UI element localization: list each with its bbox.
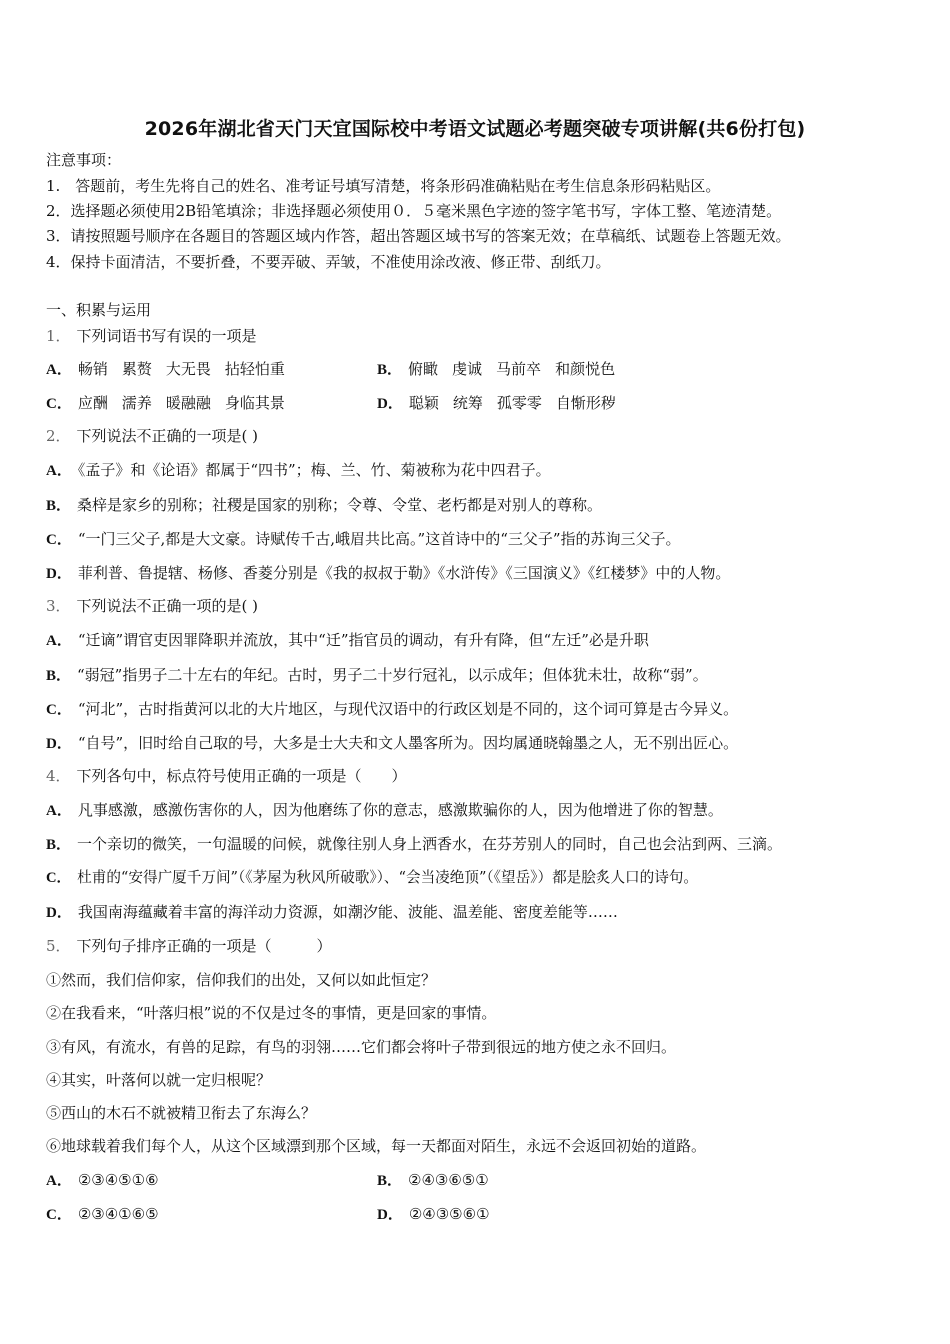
option-d [46, 563, 730, 584]
question-1-stem [46, 326, 257, 346]
stem-text: 下列各句中，标点符号使用正确的一项是（ ） [76, 767, 407, 785]
word: 和颜悦色 [555, 360, 616, 378]
option-label: A． [46, 1173, 72, 1189]
notice-item: 1. 答题前，考生先将自己的姓名、准考证号填写清楚，将条形码准确粘贴在考生信息条形码粘贴区。 [46, 177, 721, 195]
word: 应酬 [77, 394, 108, 412]
option-label: A． [46, 463, 72, 479]
option-label: B． [46, 668, 72, 684]
sentence: ③有风，有流水，有兽的足踪，有鸟的羽翎……它们都会将叶子带到很远的地方使之永不回归。 [46, 1038, 677, 1056]
sentence: ①然而，我们信仰家，信仰我们的出处，又何以如此恒定？ [46, 971, 437, 989]
word: 身临其景 [224, 394, 285, 412]
option-text: ②③④①⑥⑤ [77, 1205, 159, 1223]
option-b [377, 359, 629, 380]
word: 马前卒 [496, 360, 542, 378]
option-c [46, 393, 299, 414]
stem-text: 下列说法不正确的一项是( ) [76, 427, 259, 445]
option-text: ②③④⑤①⑥ [77, 1171, 159, 1189]
question-number: 4． [46, 767, 71, 785]
option-d [46, 733, 738, 754]
option-b [46, 665, 708, 686]
option-text: 一个亲切的微笑，一句温暖的问候，就像往别人身上洒香水，在芬芳别人的同时，自己也会沾到两、三滴。 [77, 835, 783, 853]
option-label: D． [377, 1207, 403, 1223]
word: 畅销 [77, 360, 108, 378]
option-label: B． [377, 362, 403, 378]
sentence: ⑤西山的木石不就被精卫衔去了东海么？ [46, 1104, 317, 1122]
option-text: “弱冠”指男子二十左右的年纪。古时，男子二十岁行冠礼，以示成年；但体犹未壮，故称“弱”。 [77, 666, 708, 684]
section-heading: 一、积累与运用 [46, 301, 152, 319]
option-d [377, 1204, 490, 1225]
option-text: ②④③⑥⑤① [408, 1171, 489, 1189]
option-a [46, 800, 723, 821]
question-5-stem [46, 936, 332, 956]
document-title: 2026年湖北省天门天宜国际校中考语文试题必考题突破专项讲解(共6份打包) [144, 118, 806, 140]
word: 大无畏 [165, 360, 211, 378]
word: 俯瞰 [408, 360, 439, 378]
option-a [46, 630, 649, 651]
option-text: 我国南海蕴藏着丰富的海洋动力资源，如潮汐能、波能、温差能、密度差能等…… [77, 903, 618, 921]
option-text: 桑梓是家乡的别称；社稷是国家的别称；令尊、令堂、老朽都是对别人的尊称。 [77, 496, 603, 514]
option-label: D． [46, 736, 72, 752]
option-label: C． [46, 702, 72, 718]
stem-text: 下列说法不正确一项的是( ) [76, 597, 259, 615]
option-label: D． [46, 566, 72, 582]
option-text: 菲利普、鲁提辖、杨修、香菱分别是《我的叔叔于勒》《水浒传》《三国演义》《红楼梦》中的人物。 [77, 564, 731, 582]
question-number: 3． [46, 597, 71, 615]
stem-text: 下列句子排序正确的一项是（ ） [76, 937, 332, 955]
question-3-stem [46, 596, 258, 616]
notice-item: 3．请按照题号顺序在各题目的答题区域内作答，超出答题区域书写的答案无效；在草稿纸、试题卷上答题无效。 [46, 227, 791, 245]
option-text: ②④③⑤⑥① [408, 1205, 490, 1223]
option-c [46, 529, 681, 550]
option-b [46, 834, 782, 855]
option-label: B． [46, 837, 72, 853]
option-label: A． [46, 633, 72, 649]
notice-item: 4．保持卡面清洁，不要折叠，不要弄破、弄皱，不准使用涂改液、修正带、刮纸刀。 [46, 253, 611, 271]
word: 暖融融 [165, 394, 211, 412]
option-text: “河北”，古时指黄河以北的大片地区，与现代汉语中的行政区划是不同的，这个词可算是古今异义。 [77, 700, 739, 718]
stem-text: 下列词语书写有误的一项是 [76, 327, 257, 345]
question-4-stem [46, 766, 407, 786]
option-c [46, 868, 698, 888]
option-b [377, 1170, 489, 1191]
option-a [46, 1170, 159, 1191]
option-label: A． [46, 803, 72, 819]
option-label: A． [46, 362, 72, 378]
option-label: C． [46, 532, 72, 548]
option-label: C． [46, 870, 72, 886]
sentence: ②在我看来，“叶落归根”说的不仅是过冬的事情，更是回家的事情。 [46, 1004, 497, 1022]
option-c [46, 699, 738, 720]
option-label: C． [46, 1207, 72, 1223]
option-label: C． [46, 396, 72, 412]
option-text: “自号”，旧时给自己取的号，大多是士大夫和文人墨客所为。因均属通晓翰墨之人，无不别出匠心。 [77, 734, 739, 752]
sentence: ⑥地球载着我们每个人，从这个区域漂到那个区域，每一天都面对陌生，永远不会返回初始的道路。 [46, 1137, 707, 1155]
option-text: “迁谪”谓官吏因罪降职并流放，其中“迁”指官员的调动，有升有降，但“左迁”必是升职 [77, 631, 649, 649]
option-b [46, 495, 602, 516]
question-number: 1． [46, 327, 71, 345]
option-text: “一门三父子,都是大文豪。诗赋传千古,峨眉共比高。”这首诗中的“三父子”指的苏询三父子。 [77, 530, 681, 548]
option-d [46, 902, 618, 923]
question-number: 2． [46, 427, 71, 445]
word: 拈轻怕重 [224, 360, 285, 378]
option-label: D． [46, 905, 72, 921]
word: 自惭形秽 [555, 394, 616, 412]
word: 统筹 [452, 394, 483, 412]
question-2-stem [46, 426, 258, 446]
notice-heading: 注意事项： [46, 151, 122, 169]
question-number: 5． [46, 937, 71, 955]
option-label: D． [377, 396, 403, 412]
option-a [46, 359, 299, 380]
sentence: ④其实，叶落何以就一定归根呢？ [46, 1071, 272, 1089]
word: 濡养 [121, 394, 152, 412]
option-a [46, 460, 551, 481]
word: 虔诚 [452, 360, 483, 378]
word: 聪颖 [408, 394, 439, 412]
word: 孤零零 [496, 394, 542, 412]
word: 累赘 [121, 360, 152, 378]
option-text: 《孟子》和《论语》都属于“四书”；梅、兰、竹、菊被称为花中四君子。 [77, 461, 551, 479]
option-d [377, 393, 630, 414]
notice-item: 2．选择题必须使用2B铅笔填涂；非选择题必须使用０．５毫米黑色字迹的签字笔书写，字体工整、笔迹清楚。 [46, 202, 782, 220]
option-text: 凡事感激，感激伤害你的人，因为他磨练了你的意志，感激欺骗你的人，因为他增进了你的智慧。 [77, 801, 723, 819]
option-c [46, 1204, 159, 1225]
option-text: 杜甫的“安得广厦千万间”（《茅屋为秋风所破歌》）、“会当凌绝顶”（《望岳》）都是脍炙人口的诗句。 [77, 869, 699, 886]
option-label: B． [377, 1173, 403, 1189]
option-label: B． [46, 498, 72, 514]
